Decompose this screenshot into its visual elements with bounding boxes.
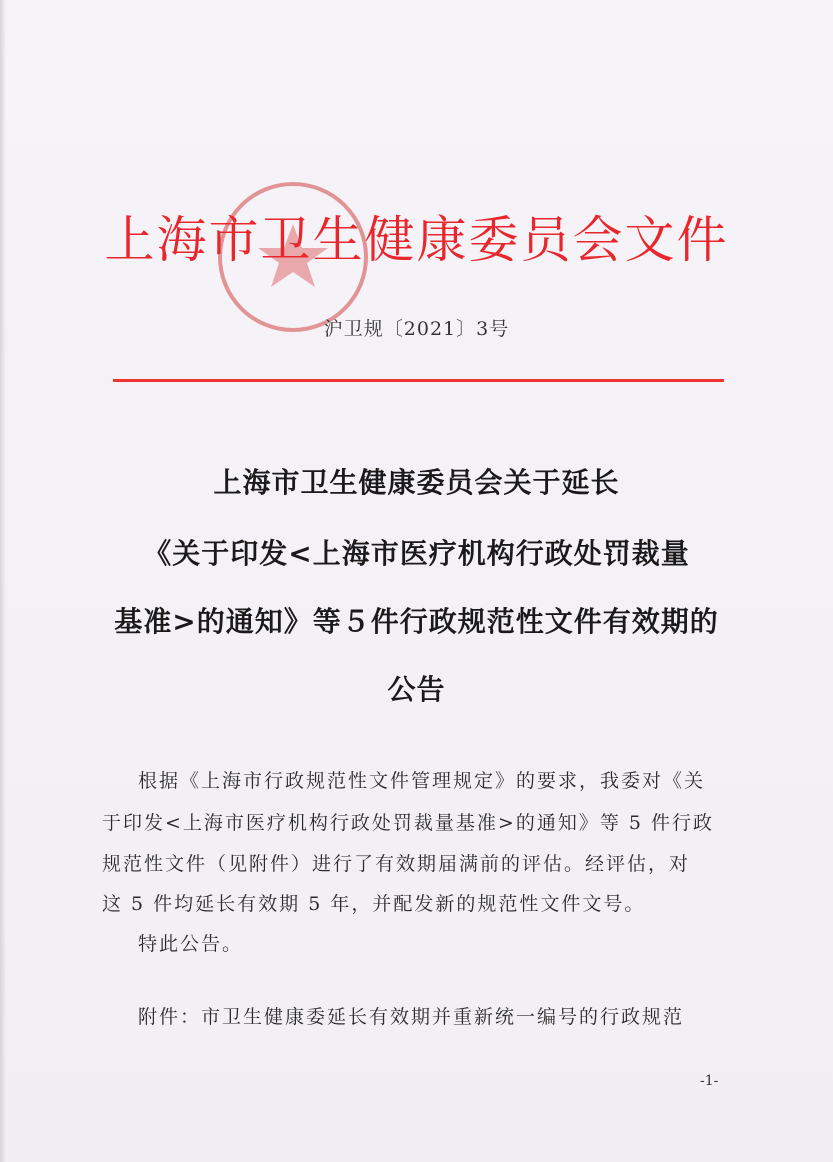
- announcement-title-line-4: 公告: [387, 673, 446, 706]
- scan-edge-shadow: [0, 0, 6, 1162]
- red-separator-line: [113, 379, 724, 382]
- announcement-title-line-3: 基准>的通知》等５件行政规范性文件有效期的: [114, 605, 719, 638]
- attachment-line: 附件：市卫生健康委延长有效期并重新统一编号的行政规范: [138, 1006, 685, 1028]
- page-number: -1-: [700, 1073, 719, 1089]
- body-paragraph-line-4: 这 5 件均延长有效期 5 年，并配发新的规范性文件文号。: [102, 893, 646, 915]
- body-paragraph-line-1: 根据《上海市行政规范性文件管理规定》的要求，我委对《关: [138, 770, 706, 792]
- issuer-header-title: 上海市卫生健康委员会文件: [104, 211, 729, 269]
- announcement-title-line-2: 《关于印发<上海市医疗机构行政处罚裁量: [143, 537, 690, 570]
- body-paragraph-line-2: 于印发<上海市医疗机构行政处罚裁量基准>的通知》等 5 件行政: [102, 812, 715, 834]
- announcement-title-line-1: 上海市卫生健康委员会关于延长: [213, 466, 620, 499]
- closing-statement: 特此公告。: [138, 933, 244, 955]
- body-paragraph-line-3: 规范性文件（见附件）进行了有效期届满前的评估。经评估，对: [102, 853, 691, 875]
- document-number: 沪卫规〔2021〕3号: [323, 318, 510, 340]
